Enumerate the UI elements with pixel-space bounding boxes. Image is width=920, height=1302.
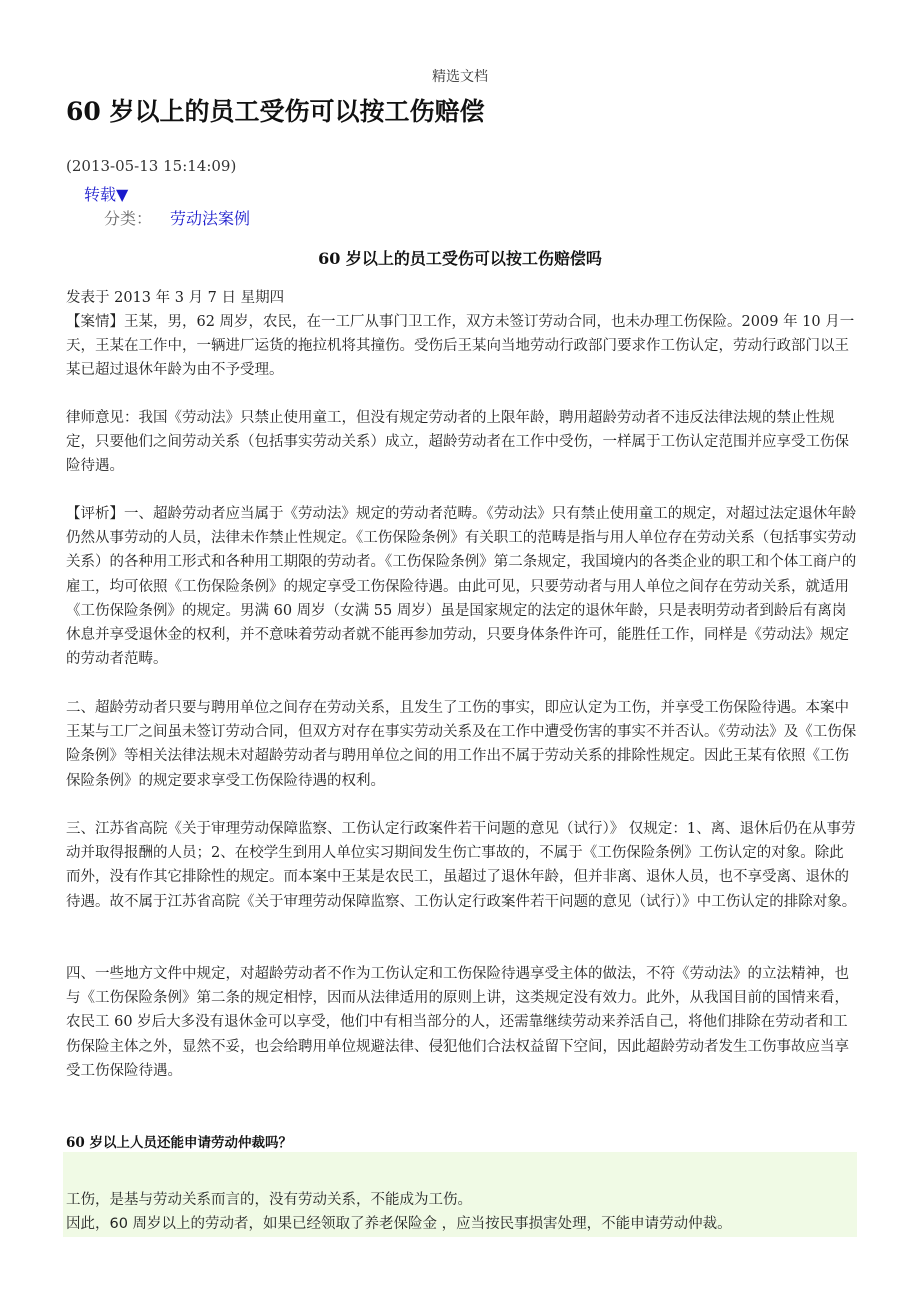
document-header-label: 精选文档	[432, 69, 488, 85]
paragraph-analysis-1: 【评析】一、超龄劳动者应当属于《劳动法》规定的劳动者范畴。《劳动法》只有禁止使用童工的规定，对超过法定退休年龄仍然从事劳动的人员，法律未作禁止性规定。《工伤保险条例》有关职工的范畴是指与用人单位存在劳动关系（包括事实劳动关系）的各种用工形式和各种用工期限的劳动者。《工伤保险条例》第二条规定，我国境内的各类企业的职工和个体工商户的雇工，均可依照《工伤保险条例》的规定享受工伤保险待遇。由此可见，只要劳动者与用人单位之间存在劳动关系，就适用《工伤保险条例》的规定。男满 60 周岁（女满 55 周岁）虽是国家规定的法定的退休年龄，只是表明劳动者到龄后有离岗休息并享受退休金的权利，并不意味着劳动者就不能再参加劳动，只要身体条件许可，能胜任工作，同样是《劳动法》规定的劳动者范畴。	[66, 506, 857, 668]
answer-line-2: 因此，60 周岁以上的劳动者，如果已经领取了养老保险金 ，应当按民事损害处理，不能申请劳动仲裁。	[66, 1216, 732, 1232]
paragraph-analysis-2: 二、超龄劳动者只要与聘用单位之间存在劳动关系，且发生了工伤的事实，即应认定为工伤，并享受工伤保险待遇。本案中王某与工厂之间虽未签订劳动合同，但双方对存在事实劳动关系及在工作中遭受伤害的事实不并否认。《劳动法》及《工伤保险条例》等相关法律法规未对超龄劳动者与聘用单位之间的用工作出不属于劳动关系的排除性规定。因此王某有依照《工伤保险条例》的规定要求享受工伤保险待遇的权利。	[66, 700, 857, 789]
qa-heading: 60 岁以上人员还能申请劳动仲裁吗？	[66, 1135, 292, 1151]
publish-date-line: 发表于 2013 年 3 月 7 日 星期四	[66, 290, 285, 306]
paragraph-case: 【案情】王某，男，62 周岁，农民，在一工厂从事门卫工作，双方未签订劳动合同，也未办理工伤保险。2009 年 10 月一天，王某在工作中，一辆进厂运货的拖拉机将其撞伤。受伤后王某向当地劳动行政部门要求作工伤认定，劳动行政部门以王某已超过退休年龄为由不予受理。	[66, 314, 855, 379]
article-heading: 60 岁以上的员工受伤可以按工伤赔偿吗	[318, 249, 602, 268]
category-row	[104, 206, 250, 229]
category-link[interactable]: 劳动法案例	[170, 209, 251, 228]
repost-link[interactable]: 转载▼	[84, 185, 129, 204]
category-prefix: 分类：	[104, 209, 153, 228]
post-timestamp: (2013-05-13 15:14:09)	[66, 157, 237, 175]
paragraph-analysis-4: 四、一些地方文件中规定，对超龄劳动者不作为工伤认定和工伤保险待遇享受主体的做法，不符《劳动法》的立法精神，也与《工伤保险条例》第二条的规定相悖，因而从法律适用的原则上讲，这类规定没有效力。此外，从我国目前的国情来看，农民工 60 岁后大多没有退休金可以享受，他们中有相当部分的人，还需靠继续劳动来养活自己，将他们排除在劳动者和工伤保险主体之外，显然不妥，也会给聘用单位规避法律、侵犯他们合法权益留下空间，因此超龄劳动者发生工伤事故应当享受工伤保险待遇。	[66, 966, 849, 1079]
paragraph-lawyer-opinion: 律师意见：我国《劳动法》只禁止使用童工，但没有规定劳动者的上限年龄，聘用超龄劳动者不违反法律法规的禁止性规定，只要他们之间劳动关系（包括事实劳动关系）成立，超龄劳动者在工作中受伤，一样属于工伤认定范围并应享受工伤保险待遇。	[66, 410, 849, 475]
page-title: 60 岁以上的员工受伤可以按工伤赔偿	[66, 97, 485, 126]
answer-line-1: 工伤，是基与劳动关系而言的，没有劳动关系，不能成为工伤。	[66, 1192, 472, 1208]
paragraph-analysis-3: 三、江苏省高院《关于审理劳动保障监察、工伤认定行政案件若干问题的意见（试行）》 仅规定：1、离、退休后仍在从事劳动并取得报酬的人员；2、在校学生到用人单位实习期间发生伤亡事故的，不属于《工伤保险条例》工伤认定的对象。除此而外，没有作其它排除性的规定。而本案中王某是农民工，虽超过了退休年龄，但并非离、退休人员，也不享受离、退休的待遇。故不属于江苏省高院《关于审理劳动保障监察、工伤认定行政案件若干问题的意见（试行）》中工伤认定的排除对象。	[66, 821, 857, 910]
